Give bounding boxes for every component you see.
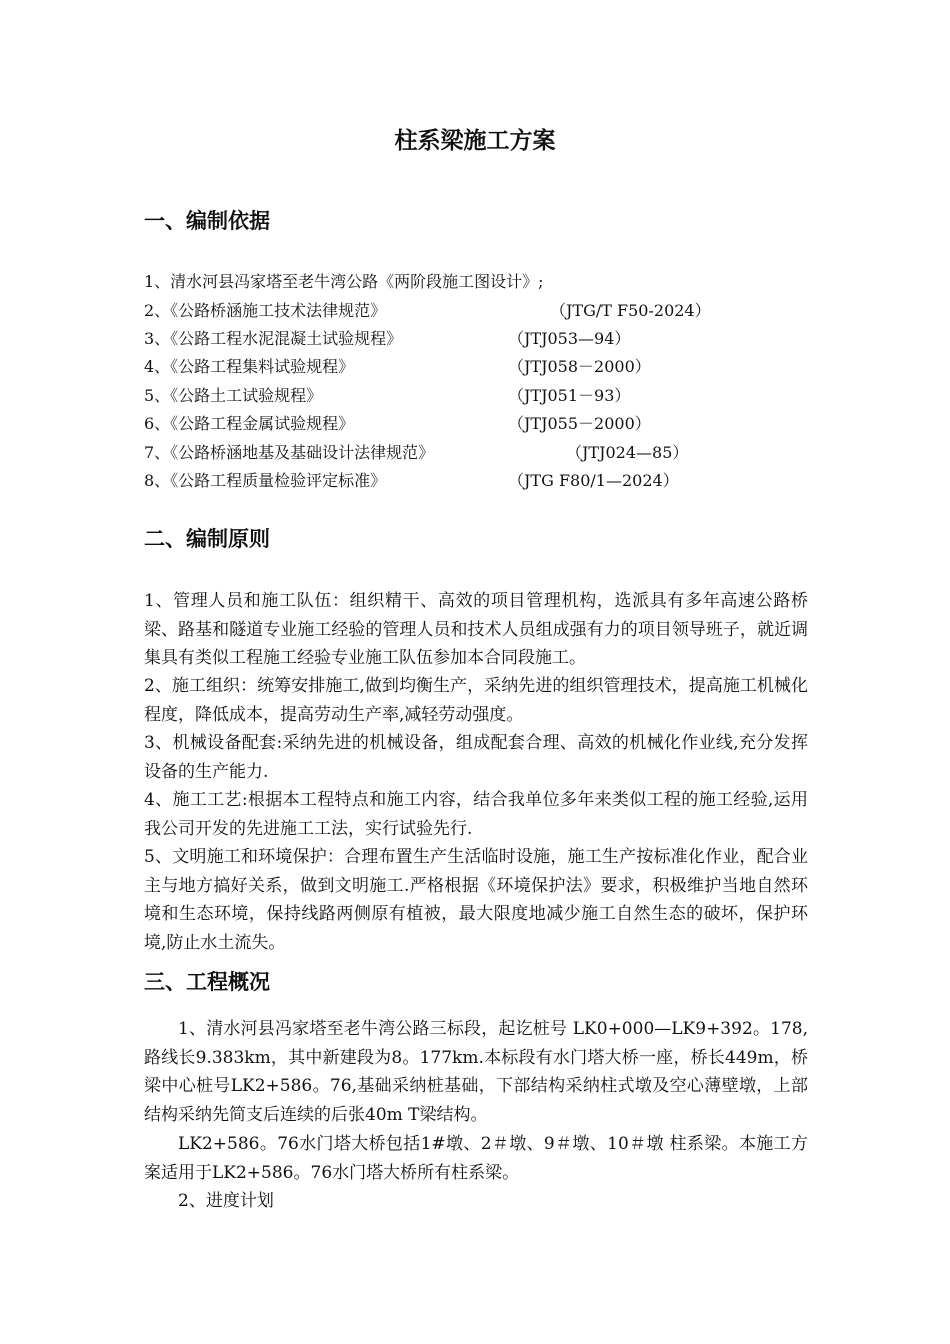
document-title: 柱系梁施工方案 — [394, 128, 556, 154]
reference-title: 7、《公路桥涵地基及基础设计法律规范》 — [144, 443, 435, 462]
reference-title: 1、清水河县冯家塔至老牛湾公路《两阶段施工图设计》; — [144, 272, 544, 291]
reference-item — [144, 410, 744, 438]
section2-heading: 二、编制原则 — [144, 527, 270, 551]
section3-heading: 三、工程概况 — [144, 970, 270, 994]
reference-code: （JTJ053—94） — [508, 329, 631, 348]
overview-paragraph: LK2+586。76水门塔大桥包括1#墩、2＃墩、9＃墩、10＃墩 柱系梁。本施工方案适用于LK2+586。76水门塔大桥所有柱系梁。 — [144, 1134, 808, 1183]
reference-item — [144, 439, 744, 467]
reference-title: 2、《公路桥涵施工技术法律规范》 — [144, 301, 387, 320]
reference-title: 5、《公路土工试验规程》 — [144, 386, 323, 405]
principle-paragraph: 4、施工工艺:根据本工程特点和施工内容，结合我单位多年来类似工程的施工经验,运用我公司开发的先进施工工法，实行试验先行. — [144, 790, 808, 839]
reference-code: （JTJ024—85） — [566, 443, 689, 462]
principle-paragraph: 1、管理人员和施工队伍：组织精干、高效的项目管理机构，选派具有多年高速公路桥梁、路基和隧道专业施工经验的管理人员和技术人员组成强有力的项目领导班子，就近调集具有类似工程施工经验专业施工队伍参加本合同段施工。 — [144, 591, 808, 668]
principle-paragraph: 2、施工组织：统筹安排施工,做到均衡生产，采纳先进的组织管理技术，提高施工机械化程度，降低成本，提高劳动生产率,减轻劳动强度。 — [144, 676, 808, 725]
reference-item — [144, 467, 744, 495]
reference-code: （JTG F80/1—2024） — [508, 471, 679, 490]
reference-code: （JTJ058－2000） — [508, 357, 651, 376]
reference-item — [144, 353, 744, 381]
reference-code: （JTG/T F50-2024） — [550, 301, 711, 320]
reference-item — [144, 325, 744, 353]
reference-title: 6、《公路工程金属试验规程》 — [144, 414, 355, 433]
section1-heading: 一、编制依据 — [144, 209, 270, 233]
reference-item — [144, 297, 744, 325]
principle-paragraph: 3、机械设备配套:采纳先进的机械设备，组成配套合理、高效的机械化作业线,充分发挥设备的生产能力. — [144, 733, 808, 782]
reference-title: 8、《公路工程质量检验评定标准》 — [144, 471, 387, 490]
reference-item — [144, 382, 744, 410]
reference-code: （JTJ051－93） — [508, 386, 631, 405]
reference-title: 4、《公路工程集料试验规程》 — [144, 357, 355, 376]
reference-title: 3、《公路工程水泥混凝土试验规程》 — [144, 329, 403, 348]
reference-code: （JTJ055－2000） — [508, 414, 651, 433]
overview-paragraph: 1、清水河县冯家塔至老牛湾公路三标段，起讫桩号 LK0+000—LK9+392。178,路线长9.383km，其中新建段为8。177km.本标段有水门塔大桥一座，桥长449m，桥梁中心桩号LK2+586。76,基础采纳桩基础，下部结构采纳柱式墩及空心薄壁墩，上部结构采纳先简支后连续的后张40m T梁结构。 — [144, 1019, 808, 1125]
overview-paragraph: 2、进度计划 — [178, 1191, 274, 1211]
reference-item — [144, 268, 544, 296]
principle-paragraph: 5、文明施工和环境保护：合理布置生产生活临时设施，施工生产按标准化作业，配合业主与地方搞好关系，做到文明施工.严格根据《环境保护法》要求，积极维护当地自然环境和生态环境，保持线路两侧原有植被，最大限度地减少施工自然生态的破坏，保护环境,防止水土流失。 — [144, 847, 808, 953]
